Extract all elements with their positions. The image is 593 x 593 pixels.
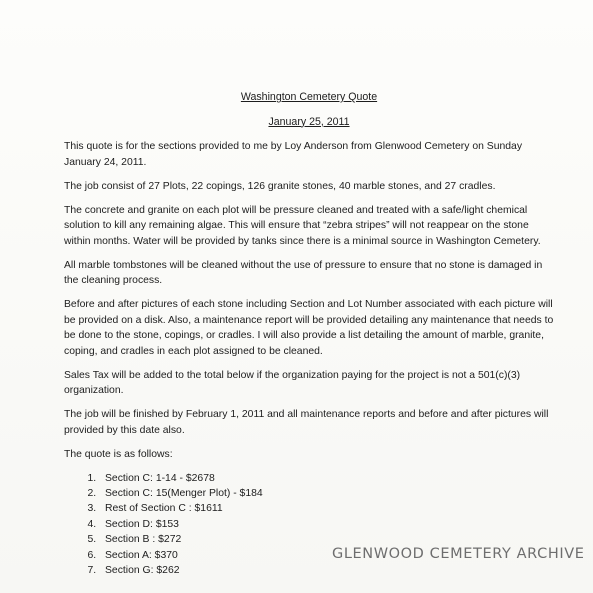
list-item: 6. Section A: $370 — [99, 548, 554, 563]
list-item: 3. Rest of Section C : $1611 — [99, 501, 554, 516]
paragraph-job-scope: The job consist of 27 Plots, 22 copings, 126 granite stones, 40 marble stones, and 27 cradles. — [64, 180, 496, 192]
paragraph-completion: The job will be finished by February 1, 2011 and all maintenance reports and before and after pictures will provided by this date also. — [64, 409, 549, 436]
quote-document — [64, 90, 554, 578]
document-title: Washington Cemetery Quote — [240, 91, 378, 103]
paragraph-sales-tax: Sales Tax will be added to the total below if the organization paying for the project is not a 501(c)(3) organization. — [64, 369, 521, 396]
paragraph-quote-intro: The quote is as follows: — [64, 448, 173, 460]
list-item: 2. Section C: 15(Menger Plot) - $184 — [99, 486, 554, 501]
paragraph-pictures-report: Before and after pictures of each stone including Section and Lot Number associated with each picture will be provided on a disk. Also, a maintenance report will be provided detailing any maintenance that needs to be done to the stone, copings, or cradles. I will also provide a list detailing the amount of marble, granite, coping, and cradles in each plot assigned to be cleaned. — [64, 299, 554, 357]
paragraph-marble-cleaning: All marble tombstones will be cleaned without the use of pressure to ensure that no stone is damaged in the cleaning process. — [64, 259, 543, 286]
list-item: 5. Section B : $272 — [99, 532, 554, 547]
paragraph-intro: This quote is for the sections provided to me by Loy Anderson from Glenwood Cemetery on Sunday January 24, 2011. — [64, 141, 523, 168]
quote-list — [64, 471, 554, 579]
list-item: 7. Section G: $262 — [99, 563, 554, 578]
paragraph-granite-cleaning: The concrete and granite on each plot will be pressure cleaned and treated with a safe/light chemical solution to kill any remaining algae. This will ensure that “zebra stripes” will not reappear on the stone within months. Water will be provided by tanks since there is a minimal source in Washington Cemetery. — [64, 204, 541, 247]
list-item: 1. Section C: 1-14 - $2678 — [99, 471, 554, 486]
list-item: 4. Section D: $153 — [99, 517, 554, 532]
document-date: January 25, 2011 — [268, 115, 350, 128]
archive-watermark: GLENWOOD CEMETERY ARCHIVE — [332, 546, 585, 562]
